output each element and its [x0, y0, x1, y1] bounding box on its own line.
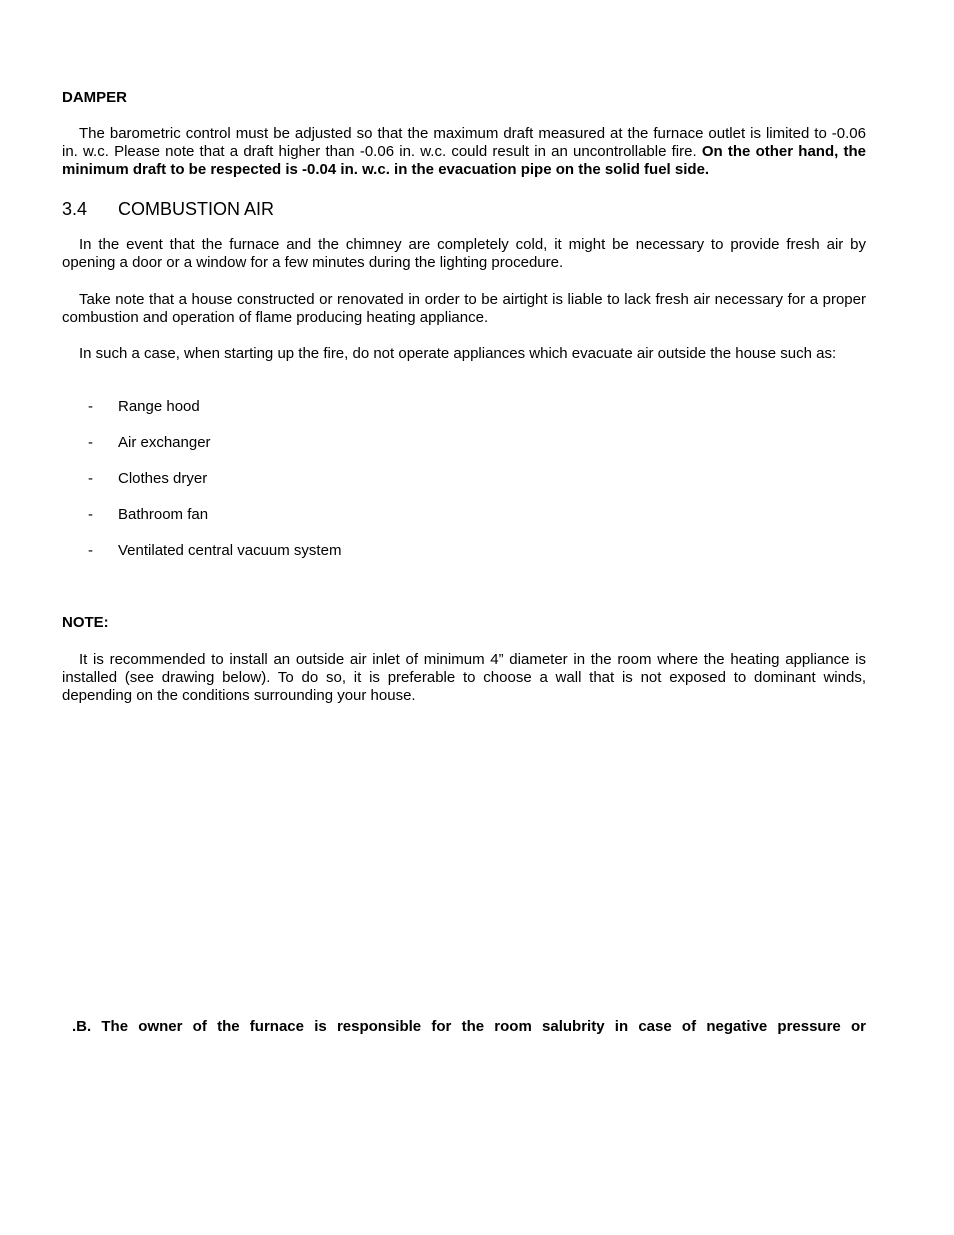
bullet-marker: - [88, 506, 93, 523]
note-paragraph: It is recommended to install an outside air inlet of minimum 4” diameter in the room where the heating appliance is installed (see drawing below). To do so, it is preferable to choose a wall that is not exposed to dominant winds, depending on the conditions surrounding your house. [62, 651, 866, 704]
damper-paragraph-bold: On the other hand, the minimum draft to be respected is -0.04 in. w.c. in the evacuation pipe on the solid fuel side. [62, 143, 867, 178]
list-item [88, 434, 788, 452]
bullet-marker: - [88, 470, 93, 487]
combustion-air-paragraph-2: Take note that a house constructed or renovated in order to be airtight is liable to lack fresh air necessary for a proper combustion and operation of flame producing heating appliance. [62, 291, 866, 326]
list-item-label: Bathroom fan [118, 506, 209, 523]
list-item [88, 398, 788, 416]
list-item [88, 470, 788, 488]
bullet-marker: - [88, 398, 93, 415]
list-item [88, 506, 788, 524]
damper-paragraph-normal: The barometric control must be adjusted so that the maximum draft measured at the furnace outlet is limited to -0.06 in. w.c. Please note that a draft higher than -0.06 in. w.c. could result in an uncontrollable fire. [62, 125, 866, 160]
damper-heading: DAMPER [62, 89, 128, 106]
combustion-air-paragraph-3: In such a case, when starting up the fire, do not operate appliances which evacuate air outside the house such as: [79, 345, 837, 362]
combustion-air-paragraph-1: In the event that the furnace and the chimney are completely cold, it might be necessary to provide fresh air by opening a door or a window for a few minutes during the lighting procedure. [62, 236, 866, 271]
list-item-label: Air exchanger [118, 434, 211, 451]
bullet-marker: - [88, 434, 93, 451]
section-number: 3.4 [62, 199, 88, 219]
list-item-label: Range hood [118, 398, 200, 415]
bullet-marker: - [88, 542, 93, 559]
nb-paragraph: .B. The owner of the furnace is responsible for the room salubrity in case of negative pressure or [72, 1018, 866, 1035]
list-item-label: Clothes dryer [118, 470, 208, 487]
section-title: COMBUSTION AIR [118, 199, 275, 219]
list-item [88, 542, 788, 560]
list-item-label: Ventilated central vacuum system [118, 542, 342, 559]
note-heading: NOTE: [62, 614, 109, 631]
section-heading-combustion-air [62, 198, 866, 220]
damper-paragraph [62, 125, 866, 179]
